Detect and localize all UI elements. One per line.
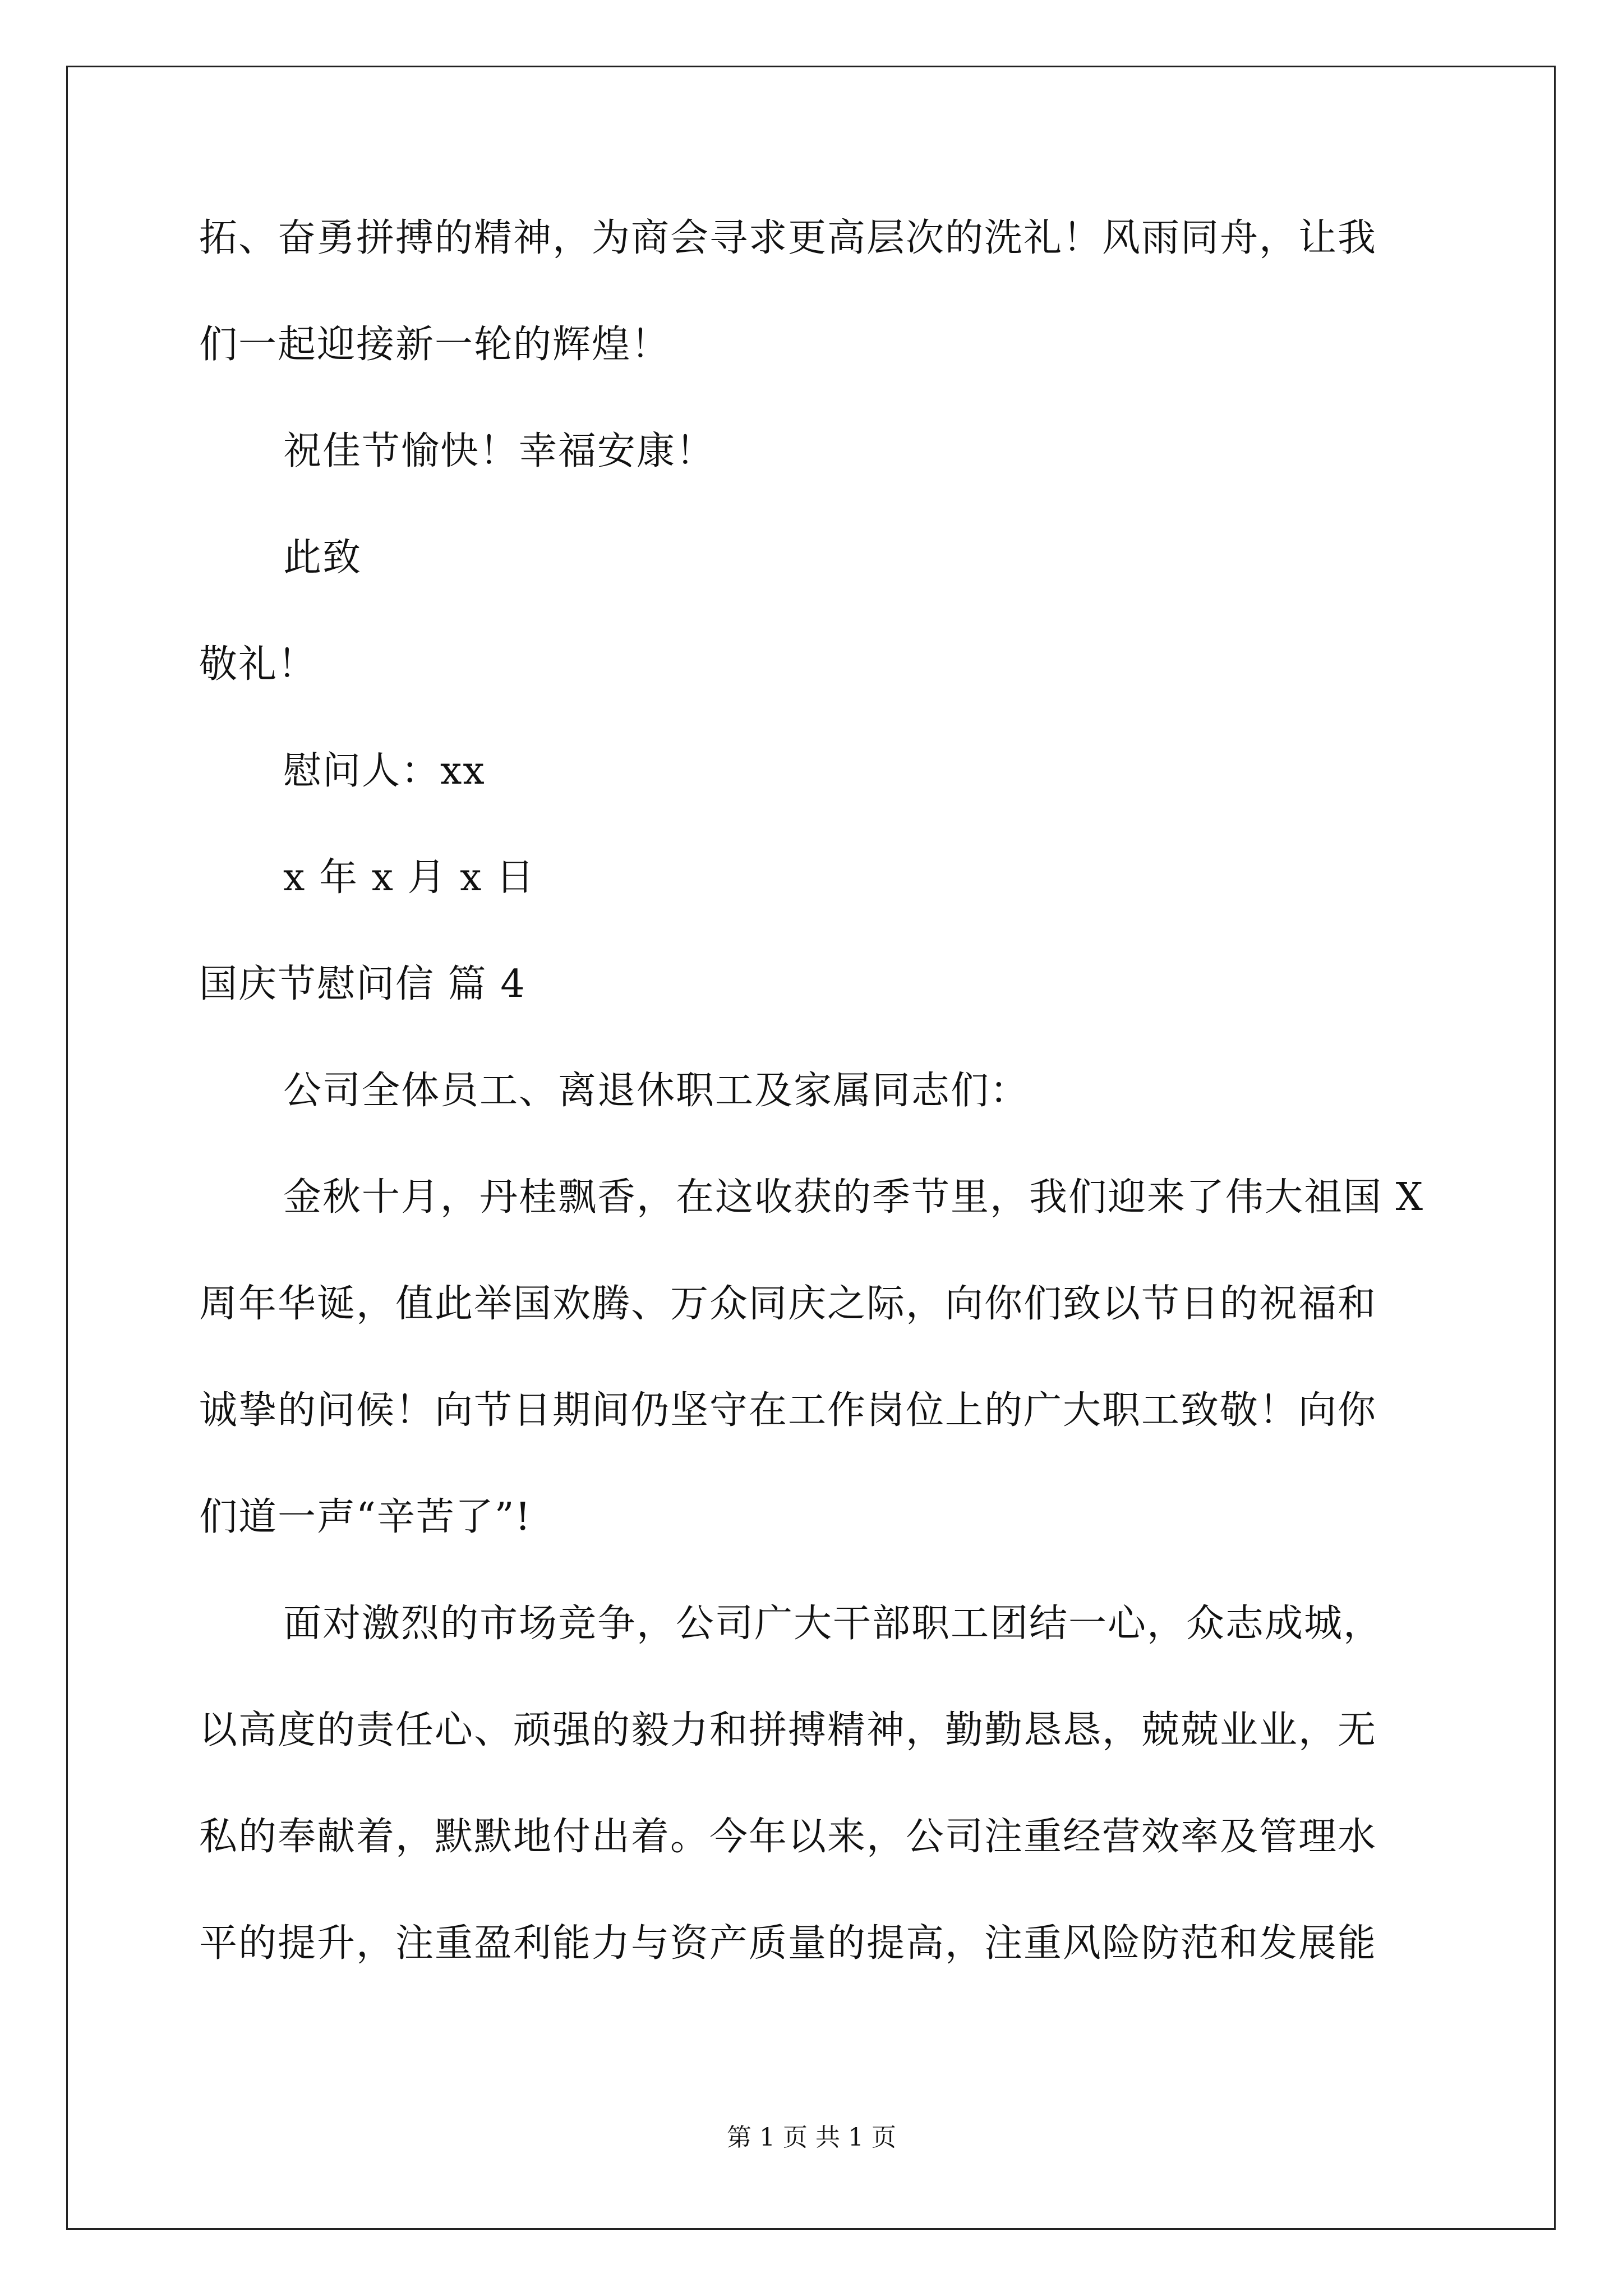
text-line: 周年华诞，值此举国欢腾、万众同庆之际，向你们致以节日的祝福和 [199, 1282, 1377, 1326]
page-border [66, 66, 1556, 2230]
text-line: 拓、奋勇拼搏的精神，为商会寻求更高层次的洗礼！风雨同舟，让我 [199, 216, 1377, 260]
text-line: 金秋十月，丹桂飘香，在这收获的季节里，我们迎来了伟大祖国 X [283, 1175, 1424, 1220]
text-line: 祝佳节愉快！幸福安康！ [283, 429, 716, 473]
greeting-line: 公司全体员工、离退休职工及家属同志们： [283, 1069, 1030, 1113]
signature-line: 慰问人：xx [283, 749, 486, 793]
text-line: 诚挚的问候！向节日期间仍坚守在工作岗位上的广大职工致敬！向你 [199, 1388, 1377, 1433]
date-line: x 年 x 月 x 日 [283, 855, 536, 900]
text-line: 私的奉献着，默默地付出着。今年以来，公司注重经营效率及管理水 [199, 1815, 1377, 1859]
section-heading: 国庆节慰问信 篇 4 [199, 962, 526, 1006]
page-footer: 第 1 页 共 1 页 [727, 2123, 896, 2152]
text-line: 面对激烈的市场竞争，公司广大干部职工团结一心，众志成城， [283, 1602, 1383, 1646]
text-line: 平的提升，注重盈利能力与资产质量的提高，注重风险防范和发展能 [199, 1921, 1377, 1966]
text-line: 以高度的责任心、顽强的毅力和拼搏精神，勤勤恳恳，兢兢业业，无 [199, 1708, 1377, 1752]
salutation-line: 此致 [283, 536, 362, 580]
text-line: 们道一声“辛苦了”! [199, 1495, 532, 1539]
salutation-line: 敬礼！ [199, 642, 317, 687]
text-line: 们一起迎接新一轮的辉煌！ [199, 323, 671, 367]
